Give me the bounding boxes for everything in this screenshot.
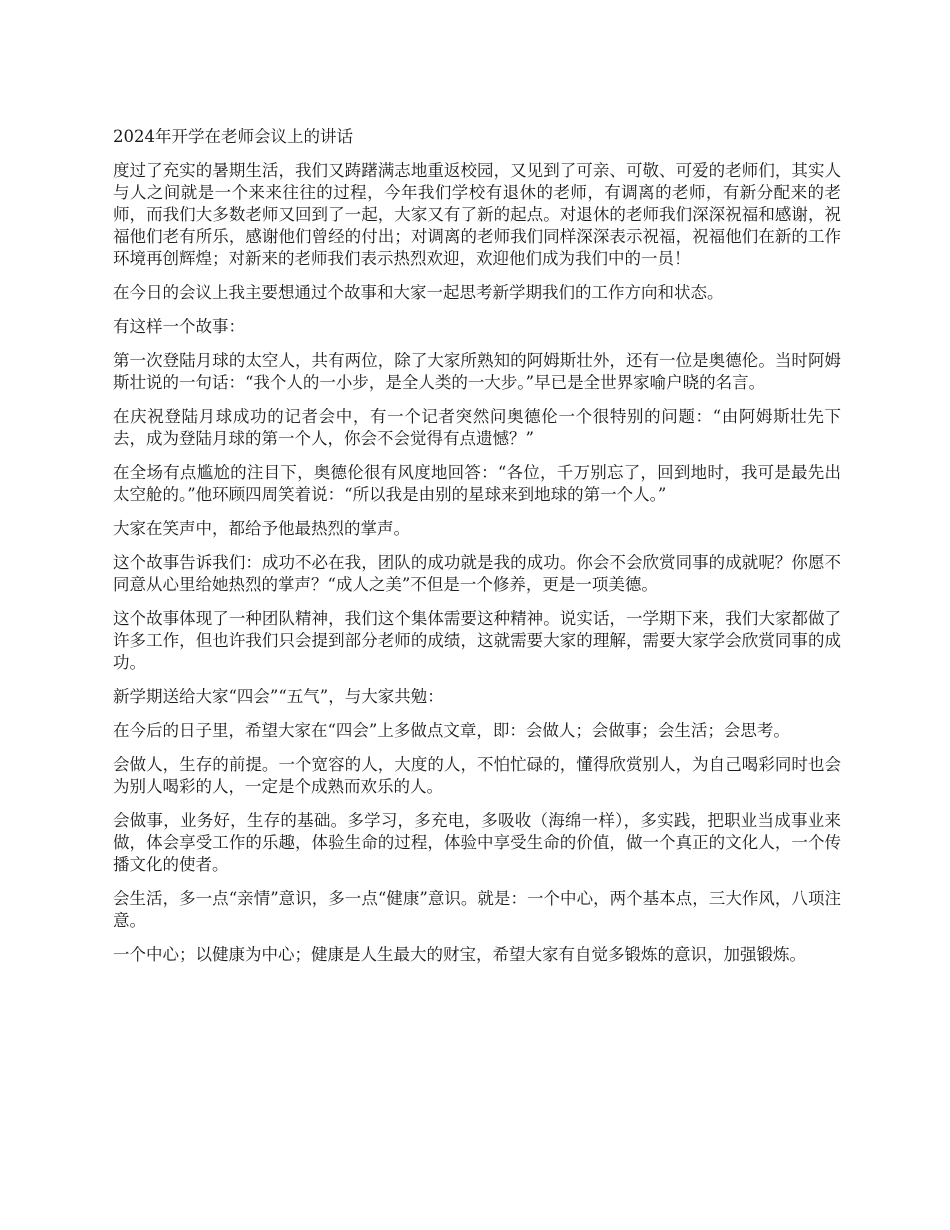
paragraph-press-question: 在庆祝登陆月球成功的记者会中，有一个记者突然问奥德伦一个很特别的问题：“由阿姆斯壮先下去，成为登陆月球的第一个人，你会不会觉得有点遗憾？” — [113, 407, 841, 448]
paragraph-health-center: 一个中心；以健康为中心；健康是人生最大的财宝，希望大家有自觉多锻炼的意识，加强锻炼。 — [113, 945, 806, 964]
paragraph-story-lesson: 这个故事告诉我们：成功不必在我，团队的成功就是我的成功。你会不会欣赏同事的成就呢？你愿不同意从心里给她热烈的掌声？“成人之美”不但是一个修养，更是一项美德。 — [113, 553, 841, 594]
paragraph-intro: 在今日的会议上我主要想通过个故事和大家一起思考新学期我们的工作方向和状态。 — [113, 283, 724, 302]
paragraph-do-work: 会做事，业务好，生存的基础。多学习，多充电，多吸收（海绵一样），多实践，把职业当成事业来做，体会享受工作的乐趣，体验生命的过程，体验中享受生命的价值，做一个真正的文化人，一个传播文化的使者。 — [113, 811, 841, 874]
paragraph-story-lead: 有这样一个故事： — [113, 317, 245, 336]
paragraph-be-a-person: 会做人，生存的前提。一个宽容的人，大度的人，不怕忙碌的，懂得欣赏别人，为自己喝彩同时也会为别人喝彩的人，一定是个成熟而欢乐的人。 — [113, 755, 841, 796]
paragraph-welcome: 度过了充实的暑期生活，我们又踌躇满志地重返校园，又见到了可亲、可敬、可爱的老师们，其实人与人之间就是一个来来往往的过程，今年我们学校有退休的老师，有调离的老师，有新分配来的老师，而我们大多数老师又回到了一起，大家又有了新的起点。对退休的老师我们深深祝福和感谢，祝福他们老有所乐，感谢他们曾经的付出；对调离的老师我们同样深深表示祝福，祝福他们在新的工作环境再创辉煌；对新来的老师我们表示热烈欢迎，欢迎他们成为我们中的一员！ — [113, 161, 841, 268]
paragraph-live-life: 会生活，多一点“亲情”意识，多一点“健康”意识。就是：一个中心，两个基本点，三大作风，八项注意。 — [113, 889, 841, 930]
document-page — [113, 126, 841, 978]
paragraph-moon-landing: 第一次登陆月球的太空人，共有两位，除了大家所熟知的阿姆斯壮外，还有一位是奥德伦。当时阿姆斯壮说的一句话：“我个人的一小步，是全人类的一大步。”早已是全世界家喻户晓的名言。 — [113, 351, 841, 392]
paragraph-aldrin-answer: 在全场有点尴尬的注目下，奥德伦很有风度地回答：“各位，千万别忘了，回到地时，我可是最先出太空舱的。”他环顾四周笑着说：“所以我是由别的星球来到地球的第一个人。” — [113, 463, 841, 504]
paragraph-four-skills: 在今后的日子里，希望大家在“四会”上多做点文章，即：会做人；会做事；会生活；会思考。 — [113, 721, 790, 740]
paragraph-team-spirit: 这个故事体现了一种团队精神，我们这个集体需要这种精神。说实话，一学期下来，我们大家都做了许多工作，但也许我们只会提到部分老师的成绩，这就需要大家的理解，需要大家学会欣赏同事的成功。 — [113, 609, 841, 672]
document-title: 2024年开学在老师会议上的讲话 — [113, 127, 353, 146]
paragraph-four-five: 新学期送给大家“四会”“五气”，与大家共勉： — [113, 687, 444, 706]
paragraph-applause: 大家在笑声中，都给予他最热烈的掌声。 — [113, 519, 410, 538]
